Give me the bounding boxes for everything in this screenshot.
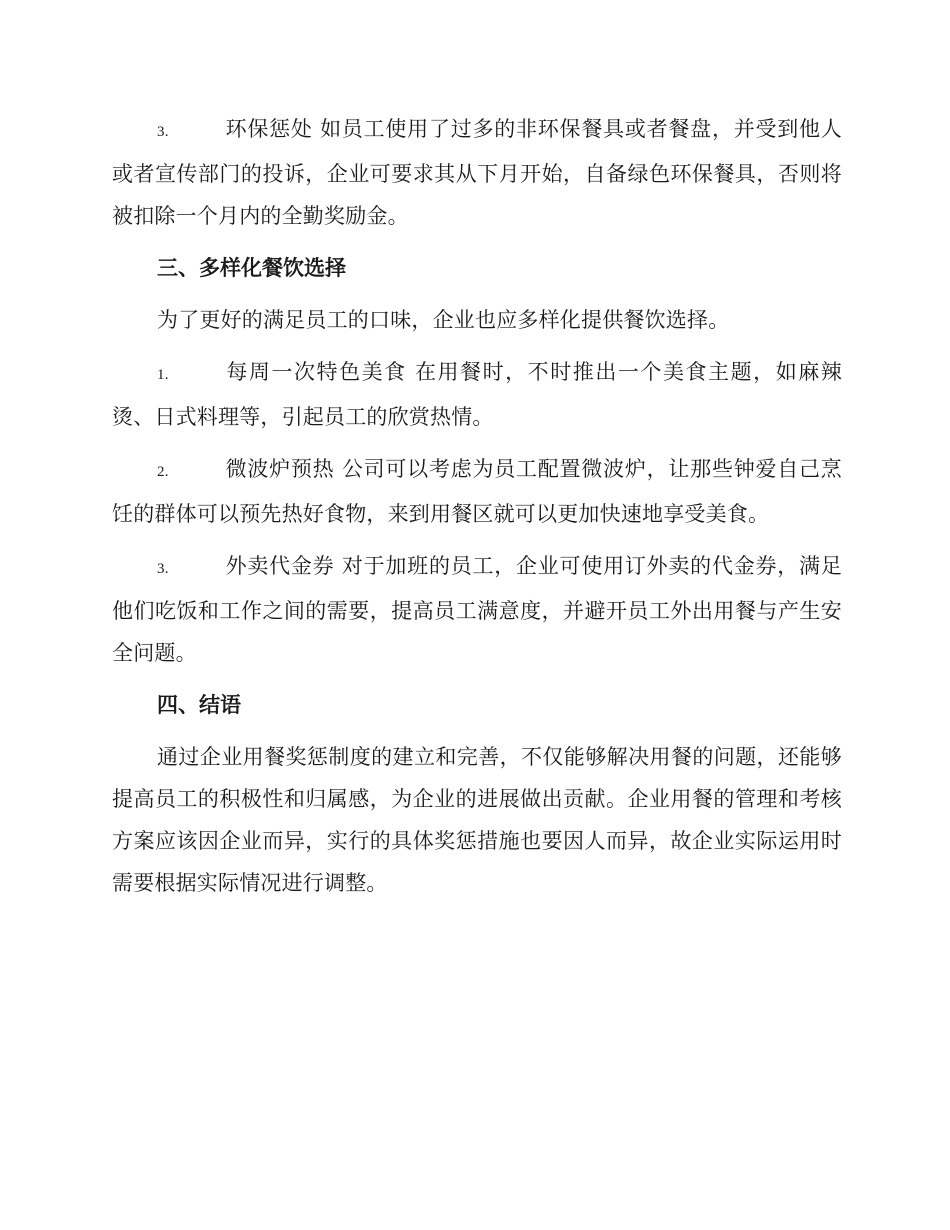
section-heading-conclusion: 四、结语 [157, 693, 241, 717]
conclusion-paragraph: 通过企业用餐奖惩制度的建立和完善，不仅能够解决用餐的问题，还能够提高员工的积极性和归属感，为企业的进展做出贡献。企业用餐的管理和考核方案应该因企业而异，实行的具体奖惩措施也要因人而异，故企业实际运用时需要根据实际情况进行调整。 [112, 745, 842, 895]
list-item-env-penalty [112, 108, 842, 237]
list-item-microwave [112, 448, 842, 535]
list-number: 2. [157, 464, 169, 480]
section-heading-diverse-dining: 三、多样化餐饮选择 [157, 256, 346, 280]
list-number: 3. [157, 124, 169, 140]
list-item-weekly-special [112, 351, 842, 438]
list-number: 1. [157, 367, 169, 383]
document-body [112, 108, 842, 914]
list-item-text: 外卖代金券 对于加班的员工，企业可使用订外卖的代金券，满足他们吃饭和工作之间的需要，提高员工满意度，并避开员工外出用餐与产生安全问题。 [112, 554, 842, 665]
section-intro-paragraph: 为了更好的满足员工的口味，企业也应多样化提供餐饮选择。 [157, 308, 730, 332]
list-item-takeout-voucher [112, 545, 842, 674]
list-item-text: 微波炉预热 公司可以考虑为员工配置微波炉，让那些钟爱自己烹饪的群体可以预先热好食物，来到用餐区就可以更加快速地享受美食。 [112, 457, 842, 526]
list-number: 3. [157, 561, 169, 577]
list-item-text: 每周一次特色美食 在用餐时，不时推出一个美食主题，如麻辣烫、日式料理等，引起员工的欣赏热情。 [112, 360, 842, 429]
list-item-text: 环保惩处 如员工使用了过多的非环保餐具或者餐盘，并受到他人或者宣传部门的投诉，企业可要求其从下月开始，自备绿色环保餐具，否则将被扣除一个月内的全勤奖励金。 [112, 117, 842, 228]
